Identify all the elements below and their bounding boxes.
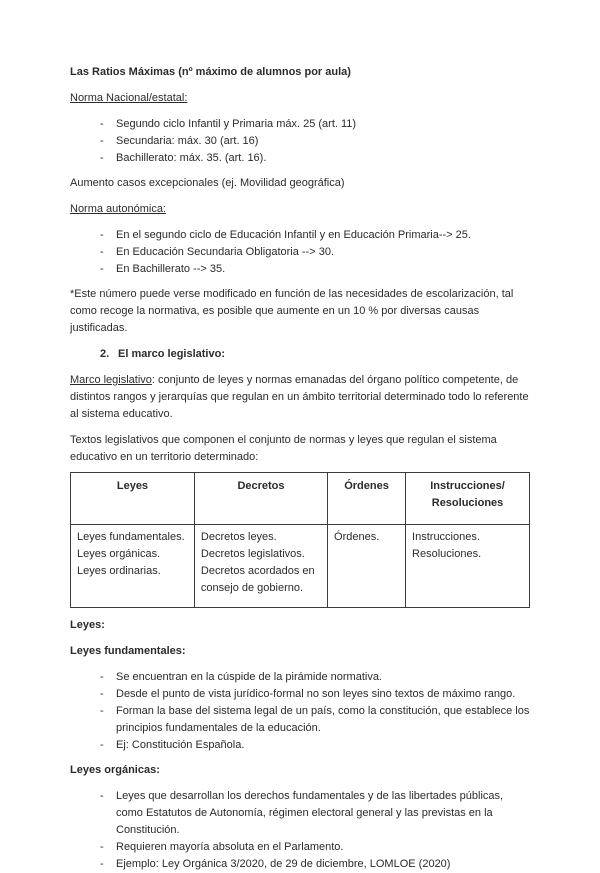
- table-cell-ordenes: Órdenes.: [328, 525, 406, 608]
- marco-definition-paragraph: [70, 372, 530, 423]
- table-header-row: [71, 473, 530, 525]
- table-header-instrucciones: Instrucciones/ Resoluciones: [406, 473, 530, 525]
- marco-lead: Marco legislativo: [70, 374, 152, 386]
- list-item: - Requieren mayoría absoluta en el Parlamento.: [70, 839, 530, 856]
- table-cell-instrucciones: Instrucciones. Resoluciones.: [406, 525, 530, 608]
- norma-nacional-heading: Norma Nacional/estatal:: [70, 92, 188, 104]
- textos-intro-paragraph: Textos legislativos que componen el conjunto de normas y leyes que regulan el sistema educativo en un territorio determinado:: [70, 434, 497, 463]
- section-2-heading: [70, 346, 530, 363]
- leyes-fundamentales-list: [70, 669, 530, 754]
- list-item: - Desde el punto de vista jurídico-formal no son leyes sino textos de máximo rango.: [70, 686, 530, 703]
- list-item: - Forman la base del sistema legal de un país, como la constitución, que establece los principios fundamentales de la educación.: [70, 703, 530, 737]
- table-header-ordenes: Órdenes: [328, 473, 406, 525]
- section-heading-label: El marco legislativo:: [118, 348, 225, 360]
- list-item: - En el segundo ciclo de Educación Infantil y en Educación Primaria--> 25.: [70, 227, 530, 244]
- norma-autonomica-list: [70, 227, 530, 278]
- footnote-paragraph: *Este número puede verse modificado en función de las necesidades de escolarización, tal como recoge la normativa, es posible que aumente en un 10 % por diversas causas justificadas.: [70, 288, 514, 334]
- table-header-leyes: Leyes: [71, 473, 195, 525]
- marco-definition: : conjunto de leyes y normas emanadas del órgano político competente, de distintos rangos y jerarquías que regulan en un ámbito territorial determinado todo lo referente al sistema educativo.: [70, 374, 529, 420]
- list-item: - En Educación Secundaria Obligatoria --> 30.: [70, 244, 530, 261]
- table-cell-decretos: Decretos leyes. Decretos legislativos. Decretos acordados en consejo de gobierno.: [194, 525, 327, 608]
- table-cell-leyes: Leyes fundamentales. Leyes orgánicas. Leyes ordinarias.: [71, 525, 195, 608]
- legislative-texts-table: [70, 472, 530, 608]
- list-item: - Leyes que desarrollan los derechos fundamentales y de las libertades públicas, como Estatutos de Autonomía, régimen electoral general y las previstas en la Constitución.: [70, 788, 530, 839]
- list-item: - Secundaria: máx. 30 (art. 16): [70, 133, 530, 150]
- document-title: Las Ratios Máximas (nº máximo de alumnos por aula): [70, 66, 351, 78]
- aumento-paragraph: Aumento casos excepcionales (ej. Movilidad geográfica): [70, 177, 345, 189]
- table-row: [71, 525, 530, 608]
- list-item: - Ej: Constitución Española.: [70, 737, 530, 754]
- list-item: - En Bachillerato --> 35.: [70, 261, 530, 278]
- section-number: 2.: [100, 348, 110, 360]
- list-item: - Ejemplo: Ley Orgánica 3/2020, de 29 de diciembre, LOMLOE (2020): [70, 856, 530, 873]
- leyes-heading: Leyes:: [70, 619, 105, 631]
- list-item: - Bachillerato: máx. 35. (art. 16).: [70, 150, 530, 167]
- table-header-decretos: Decretos: [194, 473, 327, 525]
- leyes-organicas-heading: Leyes orgánicas:: [70, 764, 160, 776]
- list-item: - Se encuentran en la cúspide de la pirámide normativa.: [70, 669, 530, 686]
- leyes-fundamentales-heading: Leyes fundamentales:: [70, 645, 186, 657]
- norma-autonomica-heading: Norma autonómica:: [70, 203, 166, 215]
- norma-nacional-list: [70, 116, 530, 167]
- list-item: - Segundo ciclo Infantil y Primaria máx. 25 (art. 11): [70, 116, 530, 133]
- leyes-organicas-list: [70, 788, 530, 873]
